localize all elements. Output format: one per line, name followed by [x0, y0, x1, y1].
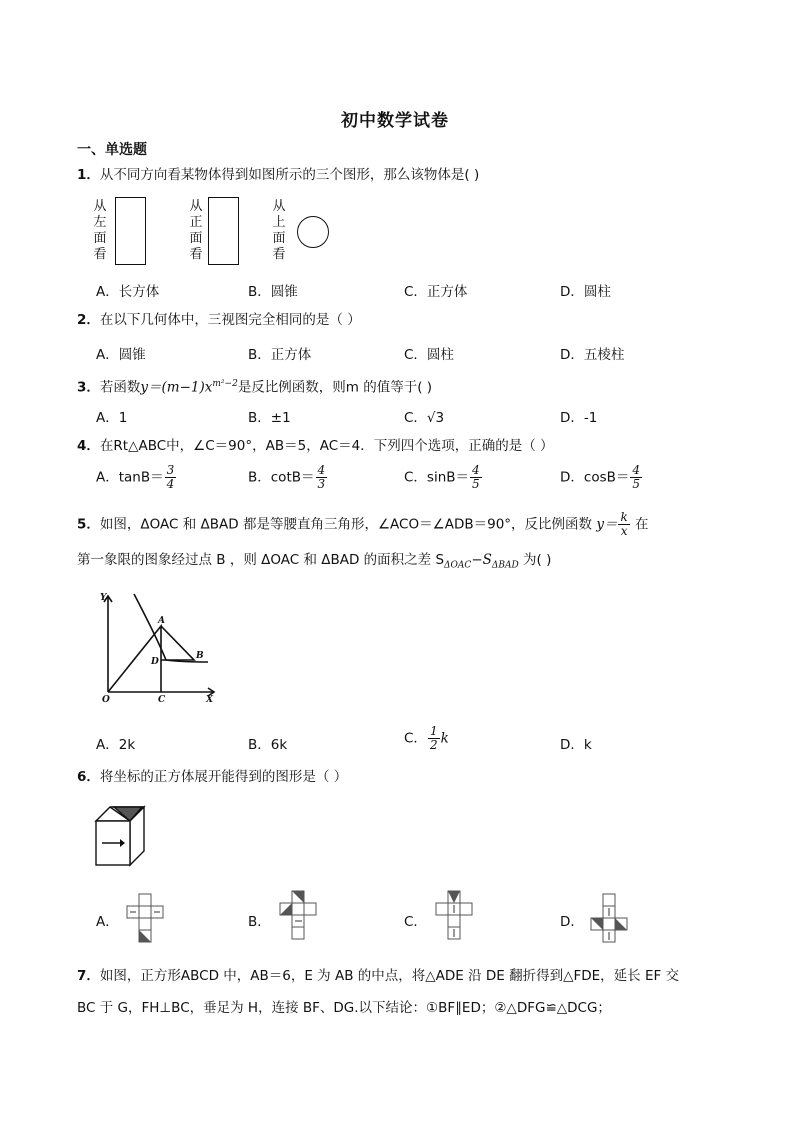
- fraction-k-over-x: [618, 511, 629, 538]
- question-number: 6．: [77, 769, 100, 785]
- option-tail: k: [440, 730, 449, 747]
- option-label: C．: [404, 730, 427, 747]
- fraction-numerator: 1: [429, 724, 438, 738]
- question-7-line-2: BC 于 G，FH⊥BC，垂足为 H，连接 BF、DG.以下结论：①BF∥ED；②△DFG≌△DCG；: [77, 1000, 611, 1016]
- label-x: X: [206, 695, 213, 705]
- triangle-bad: [161, 626, 194, 660]
- net-b: [276, 890, 324, 946]
- q2-option-b[interactable]: B．正方体: [248, 347, 312, 363]
- fraction-numerator: 4: [472, 463, 480, 477]
- option-label: A．tanB＝: [96, 469, 164, 486]
- question-2: [77, 310, 361, 330]
- question-text: 在以下几何体中，三视图完全相同的是（ ）: [99, 312, 361, 328]
- q4-option-d[interactable]: [560, 464, 643, 491]
- left-view-rectangle: [115, 197, 146, 265]
- q3-option-d[interactable]: D．-1: [560, 410, 598, 426]
- fraction-numerator: k: [620, 510, 628, 524]
- q2-option-a[interactable]: A．圆锥: [96, 347, 146, 363]
- fraction-one-half: [428, 725, 440, 752]
- q2-option-c[interactable]: C．圆柱: [404, 347, 454, 363]
- option-label: D．cosB＝: [560, 469, 630, 486]
- net-a: [122, 893, 168, 949]
- label-a: A: [158, 616, 165, 626]
- question-number: 1．: [77, 167, 100, 183]
- q4-option-a[interactable]: [96, 464, 177, 491]
- question-number: 5．: [77, 516, 100, 533]
- question-text: 将坐标的正方体展开能得到的图形是（ ）: [99, 769, 348, 785]
- question-text: 若函数: [99, 379, 141, 396]
- function-formula: y＝(m−1)x: [140, 379, 213, 396]
- q3-option-a[interactable]: A．1: [96, 410, 128, 426]
- q6-option-c[interactable]: C．: [404, 914, 427, 930]
- question-5-line-2: [77, 550, 551, 576]
- view-label-left: 从左面看: [93, 199, 107, 262]
- question-7-line-1: [77, 966, 679, 986]
- fraction: [165, 464, 177, 491]
- page-title: 初中数学试卷: [341, 111, 449, 131]
- function-exponent: m²−2: [212, 379, 238, 389]
- q5-option-c[interactable]: [404, 725, 449, 752]
- fraction-numerator: 4: [632, 463, 641, 477]
- label-b: B: [196, 651, 204, 661]
- question-5-line-1: [77, 511, 649, 538]
- question-3: [77, 374, 432, 398]
- q1-option-c[interactable]: C．正方体: [404, 284, 468, 300]
- q3-option-b[interactable]: B．±1: [248, 410, 291, 426]
- view-label-top: 从上面看: [272, 199, 286, 262]
- net-c: [432, 890, 478, 948]
- top-view-circle: [297, 216, 329, 248]
- question-number: 4．: [77, 438, 100, 454]
- question-text: 如图，正方形ABCD 中，AB＝6，E 为 AB 的中点，将△ADE 沿 DE 翻折得到△FDE，延长 EF 交: [99, 968, 680, 984]
- q1-option-a[interactable]: A．长方体: [96, 284, 160, 300]
- label-c: C: [158, 695, 166, 705]
- label-y: Y: [100, 593, 107, 603]
- fraction-denominator: 5: [472, 477, 480, 491]
- subscript: ΔBAD: [491, 560, 519, 571]
- question-text: 在Rt△ABC中，∠C＝90°，AB＝5，AC＝4．下列四个选项，正确的是（ ）: [99, 438, 554, 454]
- q6-option-a[interactable]: A．: [96, 914, 119, 930]
- question-text: 第一象限的图象经过点 B ，则 ΔOAC 和 ΔBAD 的面积之差 S: [77, 552, 445, 568]
- question-text-tail: 是反比例函数，则m 的值等于( ): [237, 379, 433, 396]
- net-d: [586, 893, 634, 951]
- question-text: 从不同方向看某物体得到如图所示的三个图形，那么该物体是( ): [99, 167, 480, 183]
- question-text: 在: [635, 516, 649, 533]
- q6-option-b[interactable]: B．: [248, 914, 271, 930]
- q5-option-d[interactable]: D．k: [560, 737, 592, 753]
- q1-option-b[interactable]: B．圆锥: [248, 284, 298, 300]
- fraction-numerator: 3: [166, 463, 175, 477]
- option-label: B．cotB＝: [248, 469, 315, 486]
- q5-option-a[interactable]: A．2k: [96, 737, 136, 753]
- fraction-denominator: 4: [166, 477, 175, 491]
- view-label-front: 从正面看: [189, 199, 203, 262]
- fraction: [316, 464, 328, 491]
- fraction-denominator: 3: [317, 477, 326, 491]
- fraction-denominator: 5: [632, 477, 641, 491]
- function-lhs: y＝: [596, 516, 618, 533]
- q1-option-d[interactable]: D．圆柱: [560, 284, 611, 300]
- question-number: 7．: [77, 968, 100, 984]
- q3-option-c[interactable]: C．√3: [404, 410, 445, 426]
- section-heading: 一、单选题: [77, 142, 147, 158]
- marked-cube-figure: [94, 805, 146, 867]
- q6-option-d[interactable]: D．: [560, 914, 584, 930]
- option-label: C．sinB＝: [404, 469, 470, 486]
- q4-option-b[interactable]: [248, 464, 328, 491]
- subscript: ΔOAC: [444, 560, 472, 571]
- question-1: [77, 165, 479, 185]
- question-number: 3．: [77, 379, 100, 396]
- q2-option-d[interactable]: D．五棱柱: [560, 347, 625, 363]
- fraction: [470, 464, 482, 491]
- fraction-denominator: x: [620, 524, 628, 538]
- minus-s: −S: [471, 552, 492, 568]
- question-6: [77, 767, 347, 787]
- fraction: [630, 464, 642, 491]
- fraction-numerator: 4: [317, 463, 326, 477]
- question-text: 为( ): [518, 552, 552, 568]
- fraction-denominator: 2: [429, 738, 438, 752]
- q4-option-c[interactable]: [404, 464, 483, 491]
- front-view-rectangle: [208, 197, 239, 265]
- label-d: D: [151, 657, 159, 667]
- question-number: 2．: [77, 312, 100, 328]
- q5-figure: [96, 588, 226, 706]
- label-o: O: [102, 695, 110, 705]
- question-text: 如图，ΔOAC 和 ΔBAD 都是等腰直角三角形，∠ACO＝∠ADB＝90°，反比例函数: [99, 516, 593, 533]
- q5-option-b[interactable]: B．6k: [248, 737, 288, 753]
- question-4: [77, 436, 554, 456]
